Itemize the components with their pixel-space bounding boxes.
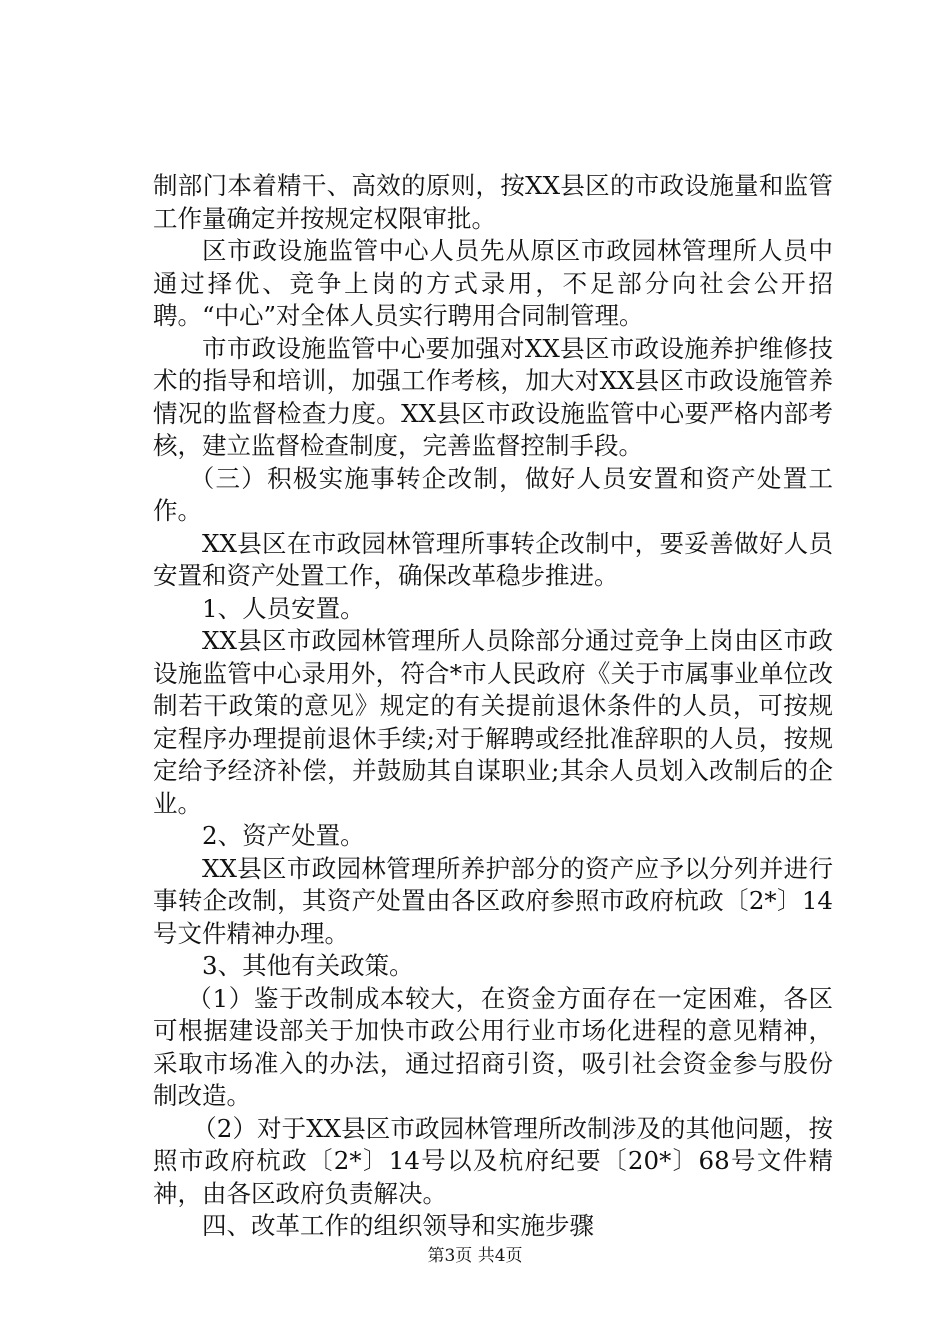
section-heading-4: 四、改革工作的组织领导和实施步骤 (202, 1211, 594, 1240)
paragraph-12: （2）对于XX县区市政园林管理所改制涉及的其他问题，按照市政府杭政〔2*〕14号以及杭府纪要〔20*〕68号文件精神，由各区政府负责解决。 (153, 1113, 833, 1208)
paragraph-2: 区市政设施监管中心人员先从原区市政园林管理所人员中通过择优、竞争上岗的方式录用，不足部分向社会公开招聘。“中心”对全体人员实行聘用合同制管理。 (153, 236, 833, 330)
subheading-2: 2、资产处置。 (202, 821, 365, 850)
document-body (153, 170, 833, 1243)
paragraph-11: （1）鉴于改制成本较大，在资金方面存在一定困难，各区可根据建设部关于加快市政公用行业市场化进程的意见精神，采取市场准入的办法，通过招商引资，吸引社会资金参与股份制改造。 (153, 983, 833, 1110)
paragraph-5: XX县区在市政园林管理所事转企改制中，要妥善做好人员安置和资产处置工作，确保改革稳步推进。 (153, 528, 833, 590)
paragraph-7: XX县区市政园林管理所人员除部分通过竞争上岗由区市政设施监管中心录用外，符合*市人民政府《关于市属事业单位改制若干政策的意见》规定的有关提前退休条件的人员，可按规定程序办理提前退休手续;对于解聘或经批准辞职的人员，按规定给予经济补偿，并鼓励其自谋职业;其余人员划入改制后的企业。 (153, 626, 833, 818)
paragraph-3: 市市政设施监管中心要加强对XX县区市政设施养护维修技术的指导和培训，加强工作考核，加大对XX县区市政设施管养情况的监督检查力度。XX县区市政设施监管中心要严格内部考核，建立监督检查制度，完善监督控制手段。 (153, 333, 833, 460)
subheading-3: 3、其他有关政策。 (202, 951, 414, 980)
paragraph-1: 制部门本着精干、高效的原则，按XX县区的市政设施量和监管工作量确定并按规定权限审批。 (153, 171, 833, 233)
section-heading-3: （三）积极实施事转企改制，做好人员安置和资产处置工作。 (153, 463, 833, 525)
paragraph-9: XX县区市政园林管理所养护部分的资产应予以分列并进行事转企改制，其资产处置由各区政府参照市政府杭政〔2*〕14号文件精神办理。 (153, 853, 833, 948)
subheading-1: 1、人员安置。 (202, 593, 365, 623)
page-number-footer: 第3页 共4页 (427, 1246, 523, 1266)
